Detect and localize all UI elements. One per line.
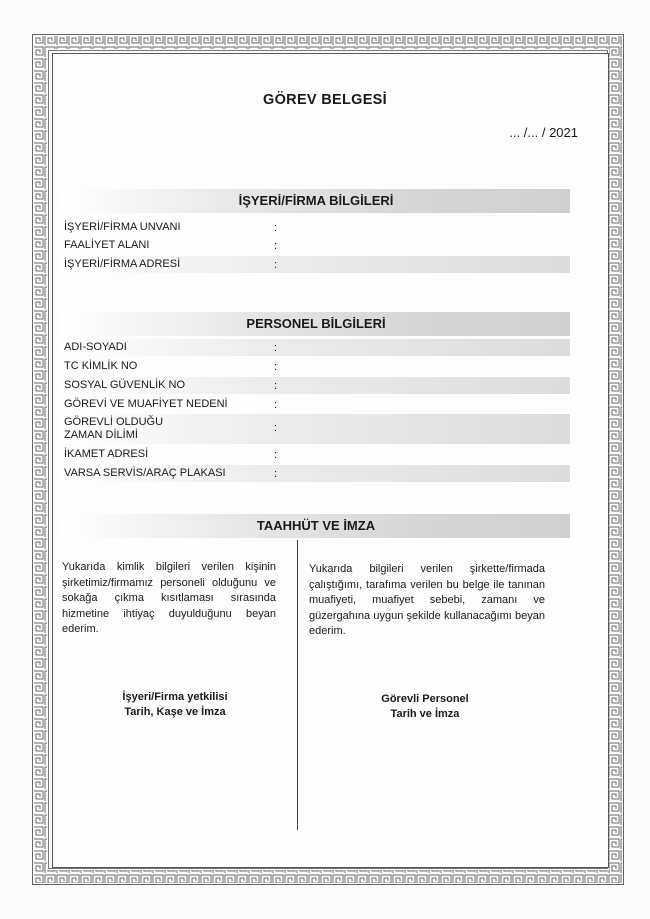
field-company-title[interactable]	[62, 219, 570, 236]
field-vehicle-plate[interactable]	[62, 465, 570, 482]
employer-signature-title: İşyeri/Firma yetkilisi	[122, 691, 228, 703]
field-label	[64, 416, 163, 442]
field-label: GÖREVİ VE MUAFİYET NEDENİ	[64, 398, 228, 410]
employer-signature-block[interactable]	[80, 690, 270, 720]
field-separator: :	[274, 468, 278, 480]
field-separator: :	[274, 422, 278, 434]
field-separator: :	[274, 259, 278, 271]
field-company-address[interactable]	[62, 256, 570, 273]
company-section-header: İŞYERİ/FİRMA BİLGİLERİ	[62, 189, 570, 213]
field-label: İŞYERİ/FİRMA UNVANI	[64, 221, 181, 233]
field-separator: :	[274, 399, 278, 411]
field-label: İŞYERİ/FİRMA ADRESİ	[64, 258, 181, 270]
employee-signature-title: Görevli Personel	[381, 693, 469, 705]
field-activity-area[interactable]	[62, 237, 570, 254]
field-label: TC KİMLİK NO	[64, 360, 138, 372]
field-name-surname[interactable]	[62, 339, 570, 356]
field-label: SOSYAL GÜVENLİK NO	[64, 379, 186, 391]
field-social-security-no[interactable]	[62, 377, 570, 394]
field-duty-time-period[interactable]	[62, 414, 570, 444]
field-label: VARSA SERVİS/ARAÇ PLAKASI	[64, 467, 226, 479]
employee-signature-subtitle: Tarih ve İmza	[390, 708, 460, 720]
personnel-section-header: PERSONEL BİLGİLERİ	[62, 312, 570, 336]
field-separator: :	[274, 342, 278, 354]
employer-signature-subtitle: Tarih, Kaşe ve İmza	[124, 706, 226, 718]
field-label-line1: GÖREVLİ OLDUĞU	[64, 416, 164, 428]
document-title: GÖREV BELGESİ	[263, 92, 387, 108]
commitment-section-header: TAAHHÜT VE İMZA	[62, 514, 570, 538]
field-label-line2: ZAMAN DİLİMİ	[64, 429, 138, 441]
employer-statement: Yukarıda kimlik bilgileri verilen kişinin şirketimiz/firmamız personeli olduğunu ve sokağa çıkma kısıtlaması sırasında hizmetine ihtiyaç duyulduğunu beyan ederim.	[62, 561, 276, 635]
field-label: FAALİYET ALANI	[64, 239, 150, 251]
field-separator: :	[274, 240, 278, 252]
column-divider	[297, 540, 298, 830]
field-label: ADI-SOYADI	[64, 341, 127, 353]
document-date: ... /... / 2021	[509, 125, 578, 140]
employee-signature-block[interactable]	[330, 692, 520, 722]
field-separator: :	[274, 222, 278, 234]
field-separator: :	[274, 380, 278, 392]
field-tc-id[interactable]	[62, 358, 570, 375]
employee-statement: Yukarıda bilgileri verilen şirkette/firmada çalıştığımı, tarafıma verilen bu belge ile tanınan muafiyeti, muafiyet sebebi, zamanı ve güzergahına uygun şekilde kullanacağımı beyan ederim.	[309, 563, 545, 637]
field-duty-exemption-reason[interactable]	[62, 396, 570, 413]
field-separator: :	[274, 361, 278, 373]
field-residence-address[interactable]	[62, 446, 570, 463]
field-label: İKAMET ADRESİ	[64, 448, 149, 460]
field-separator: :	[274, 449, 278, 461]
